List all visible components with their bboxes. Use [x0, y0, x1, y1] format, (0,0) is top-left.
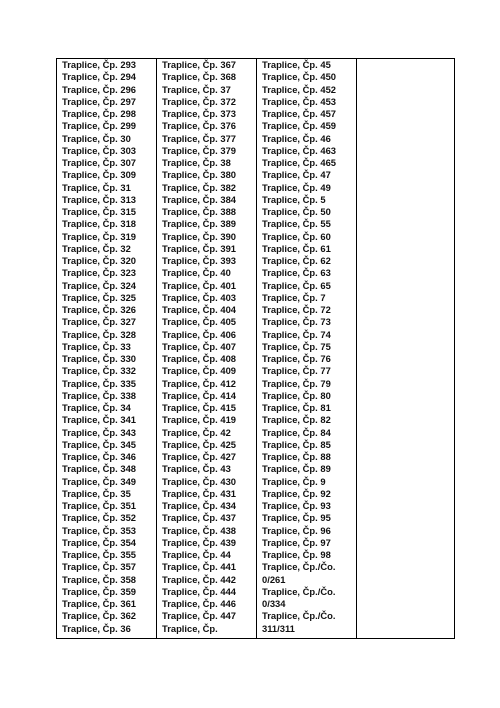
- address-entry: Traplice, Čp. 80: [262, 389, 331, 401]
- address-entry: Traplice, Čp. 294: [62, 71, 136, 83]
- address-entry: Traplice, Čp. 97: [262, 536, 331, 548]
- address-entry: Traplice, Čp. 40: [162, 267, 231, 279]
- address-entry: Traplice, Čp. 353: [62, 524, 136, 536]
- address-entry: Traplice, Čp. 457: [262, 108, 336, 119]
- address-entry: Traplice, Čp. 409: [162, 365, 236, 377]
- address-entry: Traplice, Čp. 5: [262, 193, 326, 205]
- address-entry: Traplice, Čp. 351: [62, 500, 136, 511]
- address-entry: Traplice, Čp. 465: [262, 157, 336, 168]
- address-entry: Traplice, Čp. 299: [62, 120, 136, 132]
- address-entry: Traplice, Čp. 414: [162, 389, 236, 401]
- address-entry: Traplice, Čp. 412: [162, 377, 236, 389]
- table-row: [57, 59, 455, 639]
- address-entry: Traplice, Čp. 89: [262, 463, 331, 475]
- address-entry: Traplice, Čp. 55: [262, 218, 331, 230]
- address-table: [56, 58, 455, 639]
- address-entry: Traplice, Čp. 323: [62, 267, 136, 279]
- address-entry: Traplice, Čp. 45: [262, 59, 331, 70]
- address-entry: Traplice, Čp. 325: [62, 291, 136, 303]
- address-entry: Traplice, Čp. 406: [162, 328, 236, 340]
- address-entry: Traplice, Čp. 73: [262, 316, 331, 328]
- table-column-3: [257, 59, 357, 639]
- address-entry: Traplice, Čp. 62: [262, 255, 331, 266]
- address-entry: Traplice, Čp. 38: [162, 157, 231, 168]
- address-entry: Traplice, Čp. 88: [262, 451, 331, 462]
- address-entry: Traplice, Čp. 332: [62, 365, 136, 377]
- address-entry: Traplice, Čp. 43: [162, 463, 231, 475]
- address-entry: Traplice, Čp. 345: [62, 438, 136, 450]
- address-entry: Traplice, Čp. 463: [262, 144, 336, 156]
- address-entry: Traplice, Čp. 352: [62, 512, 136, 524]
- address-entry: Traplice, Čp. 438: [162, 524, 236, 536]
- address-entry: Traplice, Čp. 63: [262, 267, 331, 279]
- address-entry: Traplice, Čp. 343: [62, 426, 136, 438]
- table-column-1: [57, 59, 157, 639]
- address-entry: Traplice, Čp. 313: [62, 193, 136, 205]
- address-entry: Traplice, Čp. 297: [62, 95, 136, 107]
- address-entry: 311/311: [262, 622, 295, 634]
- address-entry: Traplice, Čp. 34: [62, 402, 131, 413]
- address-entry: Traplice, Čp. 96: [262, 524, 331, 536]
- address-entry: Traplice, Čp. 404: [162, 304, 236, 315]
- address-entry: Traplice, Čp. 450: [262, 71, 336, 83]
- address-entry: Traplice, Čp. 459: [262, 120, 336, 132]
- address-entry: Traplice, Čp. 354: [62, 536, 136, 548]
- address-entry: Traplice, Čp. 384: [162, 193, 236, 205]
- address-entry: Traplice, Čp. 92: [262, 487, 331, 499]
- address-entry: Traplice, Čp. 74: [262, 328, 331, 340]
- address-entry: Traplice, Čp. 36: [62, 622, 131, 634]
- address-entry: Traplice, Čp. 359: [62, 585, 136, 597]
- address-entry: Traplice, Čp. 452: [262, 83, 336, 95]
- address-entry: Traplice, Čp. 35: [62, 487, 131, 499]
- address-entry: Traplice, Čp. 81: [262, 402, 331, 413]
- address-entry: Traplice, Čp. 328: [62, 328, 136, 340]
- address-entry: Traplice, Čp. 42: [162, 426, 231, 438]
- address-entry: Traplice, Čp. 37: [162, 83, 231, 95]
- address-entry: Traplice, Čp. 309: [62, 169, 136, 181]
- address-entry: Traplice, Čp. 76: [262, 353, 331, 364]
- address-entry: Traplice, Čp. 390: [162, 230, 236, 242]
- address-entry: Traplice, Čp. 427: [162, 451, 236, 462]
- address-entry: Traplice, Čp. 32: [62, 242, 131, 254]
- address-entry: Traplice, Čp. 349: [62, 475, 136, 487]
- address-entry: Traplice, Čp. 65: [262, 279, 331, 291]
- address-entry: Traplice, Čp. 346: [62, 451, 136, 462]
- address-entry: Traplice, Čp. 362: [62, 610, 136, 622]
- address-entry: Traplice, Čp. 307: [62, 157, 136, 168]
- address-entry: Traplice, Čp. 437: [162, 512, 236, 524]
- address-entry: Traplice, Čp. 405: [162, 316, 236, 328]
- address-entry: Traplice, Čp. 320: [62, 255, 136, 266]
- address-entry: Traplice, Čp. 50: [262, 206, 331, 217]
- address-entry: Traplice, Čp. 380: [162, 169, 236, 181]
- address-entry: Traplice, Čp. 293: [62, 59, 136, 70]
- address-entry: Traplice, Čp. 30: [62, 132, 131, 144]
- address-entry: Traplice, Čp. 430: [162, 475, 236, 487]
- address-entry: Traplice, Čp. 389: [162, 218, 236, 230]
- address-entry: Traplice, Čp./Čo.: [262, 610, 336, 622]
- address-entry: Traplice, Čp. 60: [262, 230, 331, 242]
- address-entry: Traplice, Čp. 348: [62, 463, 136, 475]
- address-entry: Traplice, Čp. 327: [62, 316, 136, 328]
- address-entry: Traplice, Čp. 401: [162, 279, 236, 291]
- address-entry: Traplice, Čp. 84: [262, 426, 331, 438]
- address-entry: Traplice, Čp. 393: [162, 255, 236, 266]
- address-entry: Traplice, Čp. 79: [262, 377, 331, 389]
- address-entry: Traplice, Čp. 44: [162, 549, 231, 560]
- address-entry: Traplice, Čp. 49: [262, 181, 331, 193]
- address-entry: Traplice, Čp. 298: [62, 108, 136, 119]
- address-entry: Traplice, Čp. 61: [262, 242, 331, 254]
- address-entry: Traplice, Čp. 357: [62, 561, 136, 573]
- address-entry: Traplice, Čp. 72: [262, 304, 331, 315]
- address-entry: Traplice, Čp.: [162, 622, 218, 634]
- address-entry: Traplice, Čp. 9: [262, 475, 326, 487]
- address-entry: Traplice, Čp. 324: [62, 279, 136, 291]
- address-entry: Traplice, Čp. 388: [162, 206, 236, 217]
- address-entry: Traplice, Čp. 335: [62, 377, 136, 389]
- address-entry: Traplice, Čp. 93: [262, 500, 331, 511]
- address-entry: 0/334: [262, 598, 286, 609]
- address-entry: Traplice, Čp. 447: [162, 610, 236, 622]
- address-entry: Traplice, Čp. 419: [162, 414, 236, 426]
- address-entry: Traplice, Čp. 319: [62, 230, 136, 242]
- address-entry: Traplice, Čp. 441: [162, 561, 236, 573]
- address-entry: Traplice, Čp. 407: [162, 340, 236, 352]
- address-entry: Traplice, Čp. 330: [62, 353, 136, 364]
- address-entry: Traplice, Čp. 391: [162, 242, 236, 254]
- address-entry: Traplice, Čp. 367: [162, 59, 236, 70]
- address-entry: 0/261: [262, 573, 286, 585]
- address-entry: Traplice, Čp. 431: [162, 487, 236, 499]
- address-entry: Traplice, Čp. 31: [62, 181, 131, 193]
- address-entry: Traplice, Čp. 303: [62, 144, 136, 156]
- address-entry: Traplice, Čp./Čo.: [262, 561, 336, 573]
- address-entry: Traplice, Čp. 296: [62, 83, 136, 95]
- address-entry: Traplice, Čp. 446: [162, 598, 236, 609]
- address-entry: Traplice, Čp./Čo.: [262, 585, 336, 597]
- address-entry: Traplice, Čp. 341: [62, 414, 136, 426]
- address-entry: Traplice, Čp. 439: [162, 536, 236, 548]
- table-column-4: [357, 59, 455, 639]
- address-entry: Traplice, Čp. 85: [262, 438, 331, 450]
- table-column-2: [157, 59, 257, 639]
- address-entry: Traplice, Čp. 98: [262, 549, 331, 560]
- address-entry: Traplice, Čp. 82: [262, 414, 331, 426]
- address-entry: Traplice, Čp. 95: [262, 512, 331, 524]
- address-entry: Traplice, Čp. 453: [262, 95, 336, 107]
- address-entry: Traplice, Čp. 368: [162, 71, 236, 83]
- address-entry: Traplice, Čp. 77: [262, 365, 331, 377]
- address-entry: Traplice, Čp. 75: [262, 340, 331, 352]
- address-entry: Traplice, Čp. 382: [162, 181, 236, 193]
- address-entry: Traplice, Čp. 425: [162, 438, 236, 450]
- address-entry: Traplice, Čp. 403: [162, 291, 236, 303]
- address-entry: Traplice, Čp. 315: [62, 206, 136, 217]
- address-entry: Traplice, Čp. 442: [162, 573, 236, 585]
- address-entry: Traplice, Čp. 33: [62, 340, 131, 352]
- address-entry: Traplice, Čp. 373: [162, 108, 236, 119]
- address-entry: Traplice, Čp. 358: [62, 573, 136, 585]
- address-entry: Traplice, Čp. 372: [162, 95, 236, 107]
- address-entry: Traplice, Čp. 377: [162, 132, 236, 144]
- address-entry: Traplice, Čp. 361: [62, 598, 136, 609]
- address-entry: Traplice, Čp. 444: [162, 585, 236, 597]
- address-entry: Traplice, Čp. 46: [262, 132, 331, 144]
- address-entry: Traplice, Čp. 355: [62, 549, 136, 560]
- address-entry: Traplice, Čp. 376: [162, 120, 236, 132]
- address-entry: Traplice, Čp. 318: [62, 218, 136, 230]
- address-entry: Traplice, Čp. 415: [162, 402, 236, 413]
- address-entry: Traplice, Čp. 338: [62, 389, 136, 401]
- address-entry: Traplice, Čp. 434: [162, 500, 236, 511]
- address-entry: Traplice, Čp. 408: [162, 353, 236, 364]
- address-entry: Traplice, Čp. 326: [62, 304, 136, 315]
- address-entry: Traplice, Čp. 47: [262, 169, 331, 181]
- address-entry: Traplice, Čp. 7: [262, 291, 326, 303]
- address-entry: Traplice, Čp. 379: [162, 144, 236, 156]
